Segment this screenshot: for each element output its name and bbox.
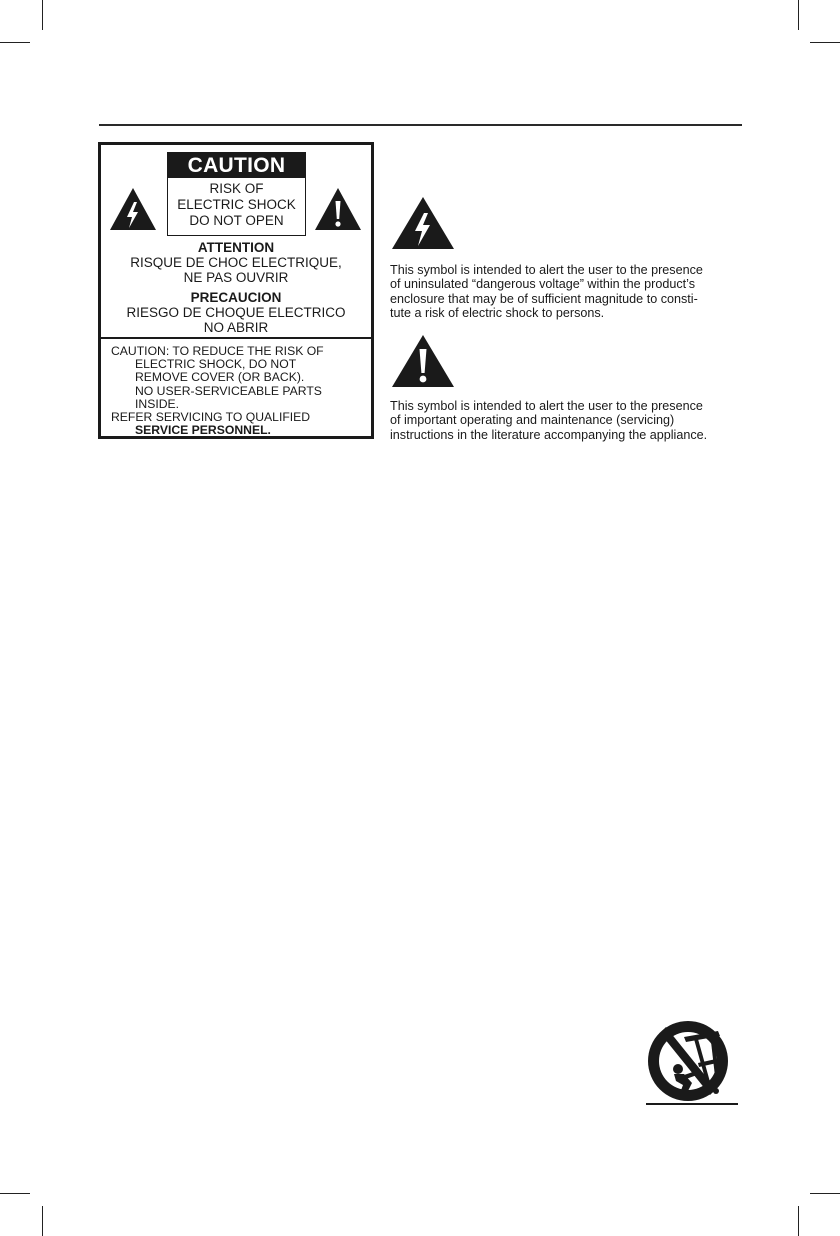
caution-line: ELECTRIC SHOCK bbox=[177, 197, 296, 212]
warning-line: ELECTRIC SHOCK, DO NOT bbox=[135, 357, 297, 372]
lightning-warning-icon bbox=[391, 196, 455, 250]
french-line: RISQUE DE CHOC ELECTRIQUE, bbox=[130, 255, 342, 270]
french-heading: ATTENTION bbox=[197, 240, 275, 255]
header-rule bbox=[99, 124, 742, 126]
crop-mark bbox=[0, 1193, 30, 1194]
lightning-symbol-description bbox=[390, 263, 740, 321]
french-warning bbox=[101, 240, 371, 285]
crop-mark bbox=[42, 0, 43, 30]
cart-tip-over-warning-icon bbox=[636, 1019, 740, 1111]
caution-label-bottom bbox=[101, 339, 371, 436]
service-warning-text bbox=[111, 345, 324, 437]
lightning-warning-icon bbox=[109, 187, 157, 231]
spanish-line: NO ABRIR bbox=[203, 320, 269, 335]
warning-line: NO USER-SERVICEABLE PARTS bbox=[135, 383, 322, 398]
caution-line: RISK OF bbox=[209, 181, 264, 196]
description-line: of uninsulated “dangerous voltage” within the product’s bbox=[390, 277, 696, 292]
warning-line: INSIDE. bbox=[135, 396, 180, 411]
warning-line: REFER SERVICING TO QUALIFIED bbox=[111, 410, 311, 425]
spanish-line: RIESGO DE CHOQUE ELECTRICO bbox=[126, 305, 346, 320]
warning-line: SERVICE PERSONNEL. bbox=[135, 423, 271, 438]
description-line: enclosure that may be of sufficient magnitude to consti- bbox=[390, 291, 698, 306]
exclamation-warning-icon bbox=[391, 334, 455, 388]
crop-mark bbox=[42, 1206, 43, 1236]
description-line: This symbol is intended to alert the user to the presence bbox=[390, 263, 703, 277]
french-line: NE PAS OUVRIR bbox=[183, 270, 289, 285]
caution-label-box bbox=[98, 142, 374, 439]
crop-mark bbox=[0, 42, 30, 43]
description-line: This symbol is intended to alert the user to the presence bbox=[390, 399, 703, 413]
description-line: tute a risk of electric shock to persons. bbox=[390, 306, 605, 321]
spanish-warning bbox=[101, 290, 371, 335]
crop-mark bbox=[798, 0, 799, 30]
caution-panel bbox=[167, 152, 306, 236]
crop-mark bbox=[810, 42, 840, 43]
caution-title: CAUTION bbox=[168, 153, 305, 178]
description-line: of important operating and maintenance (servicing) bbox=[390, 413, 675, 428]
crop-mark bbox=[798, 1206, 799, 1236]
spanish-heading: PRECAUCION bbox=[190, 290, 282, 305]
warning-line: REMOVE COVER (OR BACK). bbox=[135, 370, 305, 385]
exclamation-warning-icon bbox=[314, 187, 362, 231]
exclamation-symbol-description bbox=[390, 399, 740, 442]
crop-mark bbox=[810, 1193, 840, 1194]
caution-label-top bbox=[101, 145, 371, 337]
warning-line: CAUTION: TO REDUCE THE RISK OF bbox=[111, 344, 324, 358]
caution-line: DO NOT OPEN bbox=[189, 213, 284, 228]
description-line: instructions in the literature accompanying the appliance. bbox=[390, 427, 708, 442]
